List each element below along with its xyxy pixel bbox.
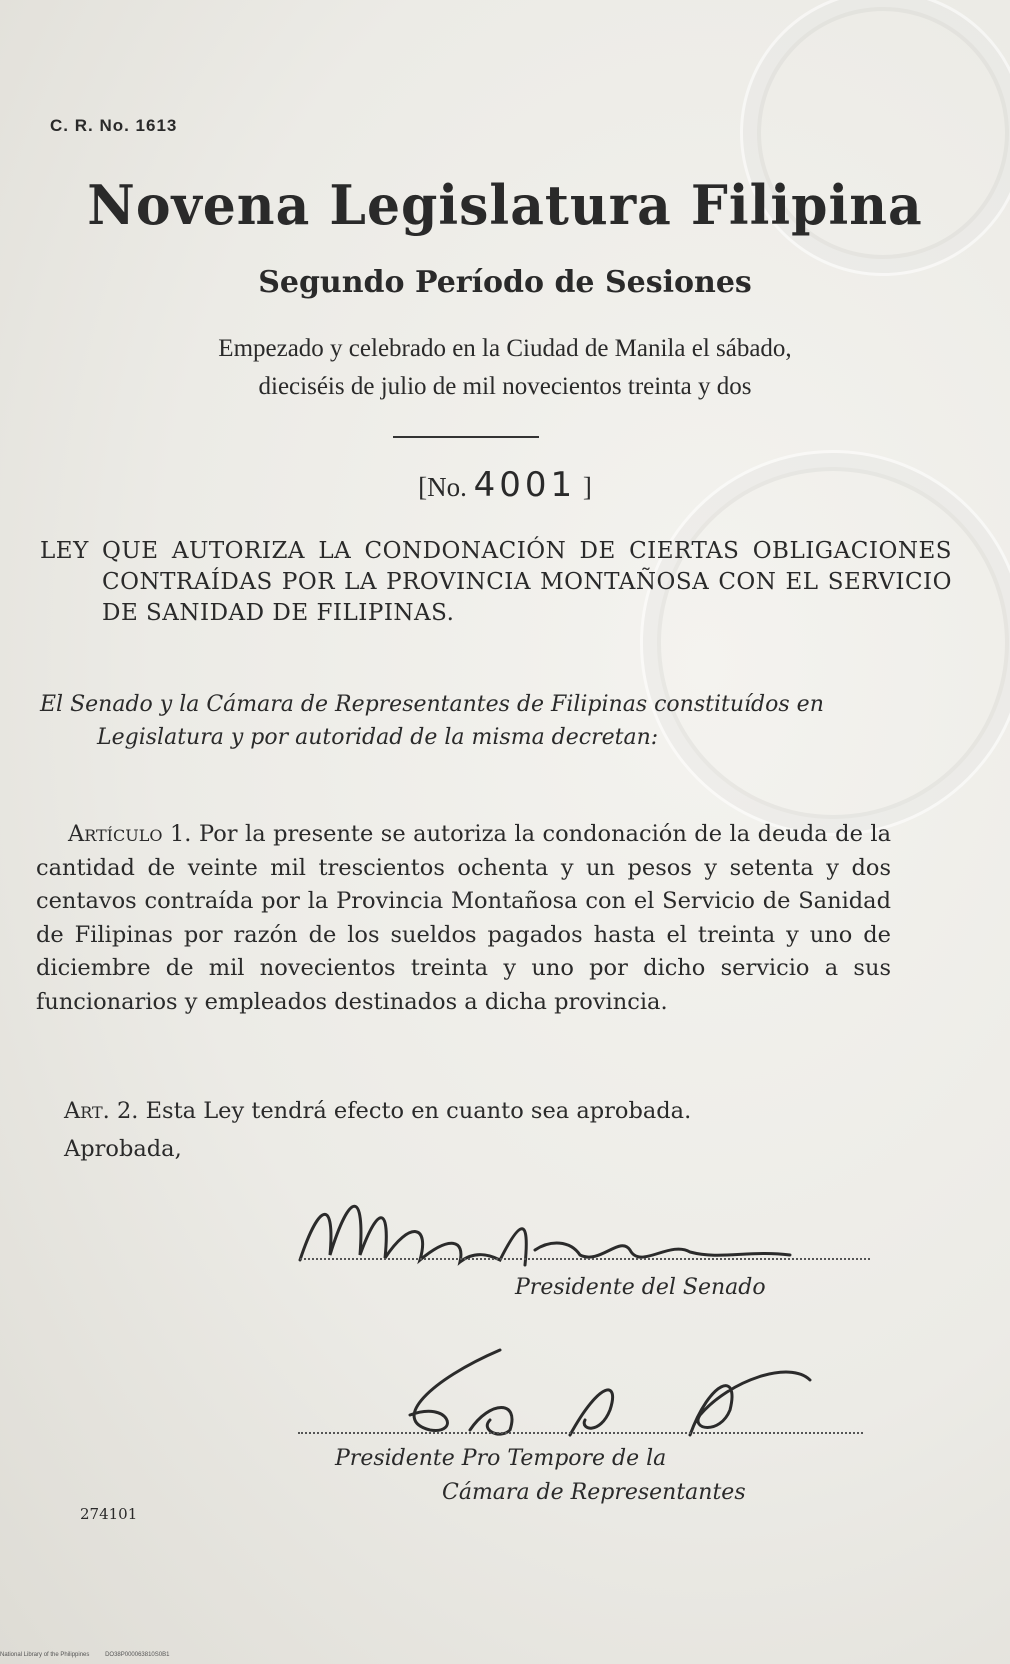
enacting-clause: El Senado y la Cámara de Representantes de Filipinas constituídos en Legislatura y por autoridad de la misma decretan: xyxy=(40,692,824,750)
serial-number: 274101 xyxy=(80,1505,138,1523)
senate-president-title: Presidente del Senado xyxy=(515,1275,766,1300)
approved-label: Aprobada, xyxy=(64,1136,182,1162)
article-2 xyxy=(64,1095,894,1128)
act-number-value: 4001 xyxy=(473,465,577,505)
footer-library: National Library of the Philippines xyxy=(0,1652,90,1658)
act-number-suffix: ] xyxy=(582,472,592,502)
law-title: LEY QUE AUTORIZA LA CONDONACIÓN DE CIERTAS OBLIGACIONES CONTRAÍDAS POR LA PROVINCIA MONTAÑOSA CON EL SERVICIO DE SANIDAD DE FILIPINAS. xyxy=(40,538,952,626)
legislature-title: Novena Legislatura Filipina xyxy=(87,173,923,238)
signature-line-1 xyxy=(300,1258,870,1260)
footer-code: DO38P000063810S0B1 xyxy=(105,1652,170,1658)
article-2-text: Esta Ley tendrá efecto en cuanto sea aprobada. xyxy=(145,1098,692,1124)
session-subtitle: Segundo Período de Sesiones xyxy=(258,265,752,300)
article-1 xyxy=(36,818,891,1019)
house-president-title-line-2: Cámara de Representantes xyxy=(442,1480,746,1505)
act-number xyxy=(0,465,1010,505)
house-president-signature xyxy=(370,1340,850,1460)
session-line-2: dieciséis de julio de mil novecientos treinta y dos xyxy=(258,373,752,400)
embossed-seal-middle xyxy=(640,450,1010,836)
signature-line-2 xyxy=(298,1432,863,1434)
session-line-1: Empezado y celebrado en la Ciudad de Manila el sábado, xyxy=(218,335,792,362)
article-1-text: Por la presente se autoriza la condonación de la deuda de la cantidad de veinte mil trescientos ochenta y un pesos y setenta y dos centavos contraída por la Provincia Montañosa con el Servicio de Sanidad de Filipinas por razón de los sueldos pagados hasta el treinta y uno de diciembre de mil novecientos treinta y uno por dicho servicio a sus funcionarios y empleados destinados a dicha provincia. xyxy=(36,821,891,1015)
house-president-title-line-1: Presidente Pro Tempore de la xyxy=(335,1446,667,1471)
article-1-label: Artículo 1. xyxy=(68,821,192,847)
act-number-prefix: [No. xyxy=(418,472,467,502)
senate-president-signature xyxy=(290,1180,850,1290)
cr-number: C. R. No. 1613 xyxy=(50,116,178,135)
divider-rule xyxy=(393,436,539,438)
scan-footer xyxy=(0,1652,183,1658)
article-2-label: Art. 2. xyxy=(64,1098,139,1124)
